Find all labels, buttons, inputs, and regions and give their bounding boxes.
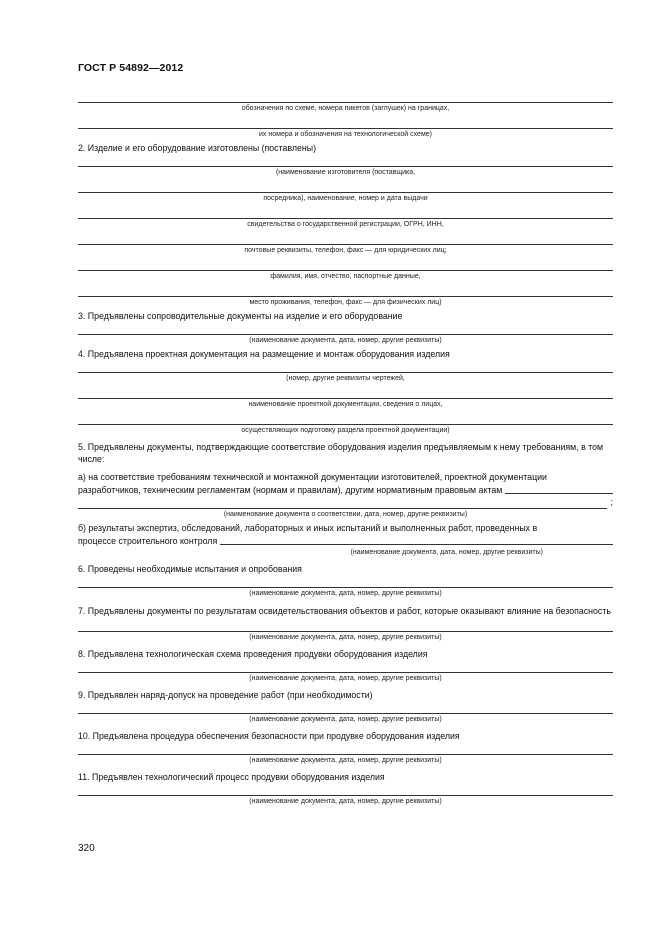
- fill-line[interactable]: [78, 360, 613, 373]
- field-caption: (наименование документа, дата, номер, другие реквизиты): [249, 634, 442, 641]
- field-caption: свидетельства о государственной регистрации, ОГРН, ИНН,: [247, 221, 444, 228]
- field-caption: (наименование изготовителя (поставщика,: [275, 169, 416, 176]
- fill-line[interactable]: [78, 701, 613, 714]
- item-5b-line2: процессе строительного контроля: [78, 536, 218, 546]
- item-8: 8. Предъявлена технологическая схема проведения продувки оборудования изделия: [78, 649, 428, 659]
- field-caption: их номера и обозначения на технологической схеме): [259, 131, 432, 138]
- item-4: 4. Предъявлена проектная документация на размещение и монтаж оборудования изделия: [78, 349, 450, 359]
- fill-line[interactable]: [505, 483, 613, 494]
- field-caption: (номер, другие реквизиты чертежей,: [286, 375, 405, 382]
- field-caption: (наименование документа, дата, номер, другие реквизиты): [249, 675, 442, 682]
- field-caption: фамилия, имя, отчество, паспортные данные,: [270, 273, 421, 280]
- fill-line[interactable]: [78, 386, 613, 399]
- field-caption: осуществляющих подготовку раздела проектной документации): [241, 427, 450, 434]
- fill-line[interactable]: [78, 660, 613, 673]
- semicolon: ;: [610, 497, 613, 507]
- field-caption: (наименование документа, дата, номер, другие реквизиты): [249, 337, 442, 344]
- field-caption: обозначения по схеме, номера пикетов (заглушек) на границах,: [241, 105, 450, 112]
- item-5a-line2: разработчиков, техническим регламентам (нормам и правилам), другим нормативным правовым актам: [78, 485, 503, 495]
- field-caption: (наименование документа, дата, номер, другие реквизиты): [249, 716, 442, 723]
- fill-line[interactable]: [78, 206, 613, 219]
- field-caption: посредника), наименование, номер и дата выдачи: [263, 195, 428, 202]
- fill-line[interactable]: [78, 742, 613, 755]
- fill-line[interactable]: [78, 412, 613, 425]
- fill-line[interactable]: [78, 258, 613, 271]
- fill-line[interactable]: [78, 154, 613, 167]
- field-caption: наименование проектной документации, сведения о лицах,: [248, 401, 443, 408]
- field-caption: (наименование документа, дата, номер, другие реквизиты): [249, 757, 442, 764]
- fill-line[interactable]: [78, 322, 613, 335]
- fill-line[interactable]: [78, 90, 613, 103]
- field-caption: (наименование документа, дата, номер, другие реквизиты): [350, 549, 543, 556]
- fill-line[interactable]: [78, 496, 607, 509]
- item-9: 9. Предъявлен наряд-допуск на проведение работ (при необходимости): [78, 690, 373, 700]
- field-caption: (наименование документа о соответствии, дата, номер, другие реквизиты): [223, 511, 468, 518]
- fill-line[interactable]: [78, 619, 613, 632]
- fill-line[interactable]: [78, 180, 613, 193]
- fill-line[interactable]: [78, 575, 613, 588]
- item-7: 7. Предъявлены документы по результатам освидетельствования объектов и работ, которые оказывают влияние на безопасность: [78, 606, 611, 616]
- fill-line[interactable]: [78, 284, 613, 297]
- item-10: 10. Предъявлена процедура обеспечения безопасности при продувке оборудования изделия: [78, 731, 460, 741]
- item-5a-line1: а) на соответствие требованиям технической и монтажной документации изготовителей, проектной документации: [78, 472, 547, 482]
- fill-line-row: [78, 496, 613, 509]
- fill-line[interactable]: [78, 116, 613, 129]
- item-11: 11. Предъявлен технологический процесс продувки оборудования изделия: [78, 772, 385, 782]
- fill-line[interactable]: [220, 534, 613, 545]
- field-caption: (наименование документа, дата, номер, другие реквизиты): [249, 590, 442, 597]
- fill-line[interactable]: [78, 783, 613, 796]
- item-3: 3. Предъявлены сопроводительные документы на изделие и его оборудование: [78, 311, 403, 321]
- item-5b-line1: б) результаты экспертиз, обследований, лабораторных и иных испытаний и выполненных работ, проведенных в: [78, 523, 538, 533]
- item-5a-line2-row: [78, 483, 613, 496]
- fill-line[interactable]: [78, 232, 613, 245]
- field-caption: место проживания, телефон, факс — для физических лиц): [249, 299, 442, 306]
- item-2: 2. Изделие и его оборудование изготовлены (поставлены): [78, 143, 317, 153]
- item-6: 6. Проведены необходимые испытания и опробования: [78, 564, 302, 574]
- document-code: ГОСТ Р 54892—2012: [78, 62, 184, 74]
- field-caption: (наименование документа, дата, номер, другие реквизиты): [249, 798, 442, 805]
- item-5b-line2-row: [78, 534, 613, 547]
- page-number: 320: [78, 843, 95, 854]
- field-caption: почтовые реквизиты, телефон, факс — для юридических лиц;: [244, 247, 447, 254]
- form-content: [78, 90, 613, 809]
- item-5: 5. Предъявлены документы, подтверждающие соответствие оборудования изделия предъявляемым к нему требованиям, в том числе:: [78, 442, 604, 464]
